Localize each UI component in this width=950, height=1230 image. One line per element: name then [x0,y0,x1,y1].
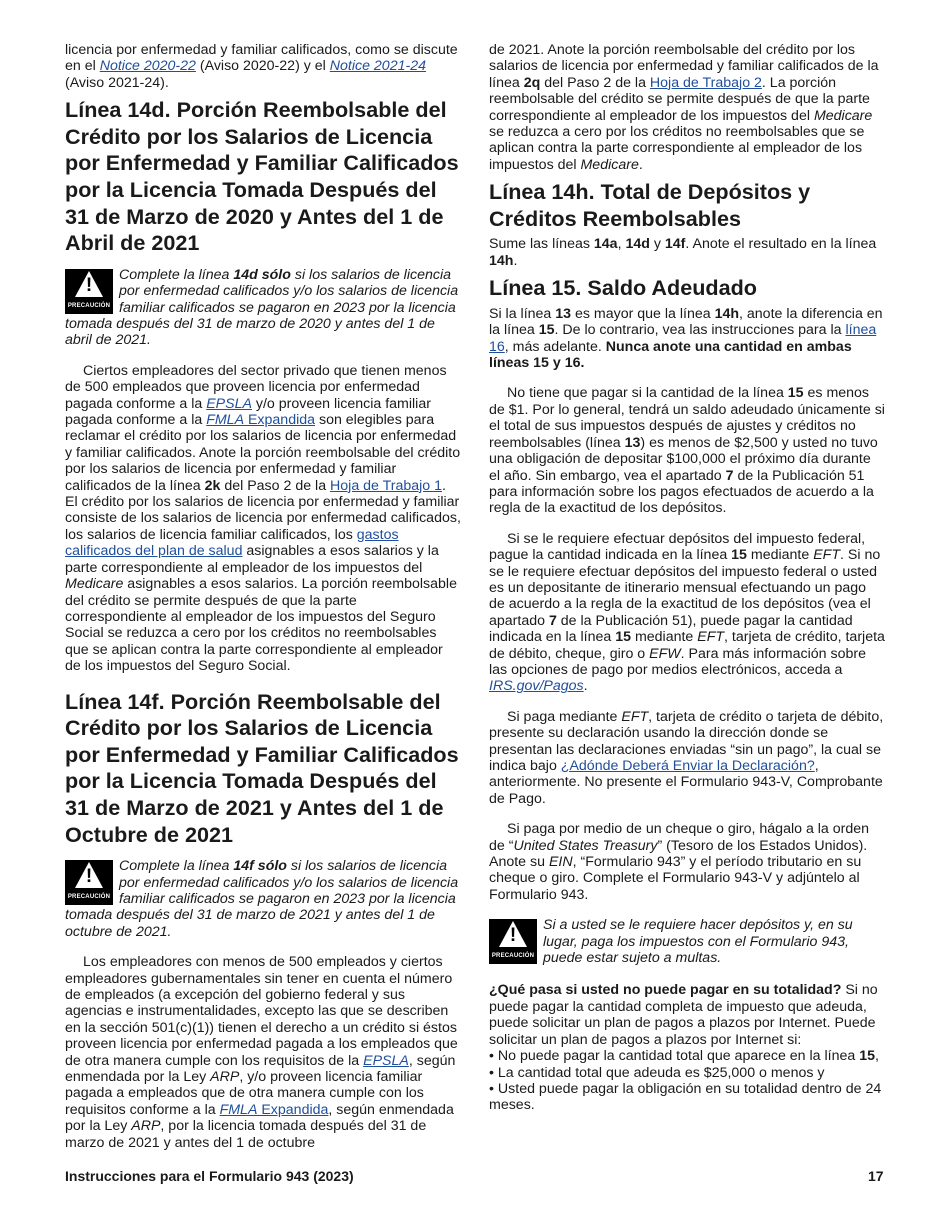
text: de 2021. Anote la porción reembolsable del crédito por los salarios de licencia por enfermedad y familiar calificados de la línea [489,42,879,91]
text-italic: ARP [210,1068,240,1085]
text: licencia por enfermedad y familiar calificados, como se discute en el [65,42,458,75]
text-bold: Nunca anote una cantidad en ambas líneas 15 y 16. [489,338,852,372]
text: mediante [631,629,698,646]
text: FMLA [219,1101,258,1118]
text-bold: 15 [538,322,555,339]
list-item [489,1065,885,1081]
text: No tiene que pagar si la cantidad de la línea [507,385,788,402]
text: , tarjeta de crédito o tarjeta de débito, presente su declaración usando la dirección donde se presentan las declaraciones enviadas “sin un pago”, la cual se indica bajo [489,708,884,774]
paragraph-15-intro [489,306,885,372]
text: es menos de $1. Por lo general, tendrá un saldo adeudado únicamente si el total de sus impuestos después de ajustes y créditos no reembolsables (línea [489,385,885,451]
text: y/o proveen licencia familiar pagada conforme a la [65,395,431,429]
adonde-enviar-link[interactable]: ¿Adónde Deberá Enviar la Declaración? [560,758,815,774]
text: La cantidad total que adeuda es $25,000 o menos y [497,1064,825,1081]
text: , [874,1048,879,1065]
list-item [489,1081,885,1114]
text: , según enmendada por la Ley [65,1052,456,1085]
text: , anote la diferencia en la línea [489,305,883,339]
text: de la Publicación 51), puede pagar la cantidad indicada en la línea [489,612,853,646]
installment-conditions-list [489,1048,885,1114]
heading-line-14f: Línea 14f. Porción Reembolsable del Crédito por los Salarios de Licencia por Enfermedad y Familiar Calificados por la Licencia Tomada Después del 31 de Marzo de 2021 y Antes del 1 de Octubre de 2021 [65,688,459,847]
text: del Paso 2 de la [540,74,650,91]
caution-label: PRECAUCIÓN [67,894,111,901]
text-bold: 2q [523,74,541,91]
paragraph-less-than-1 [489,385,885,516]
text: del Paso 2 de la [220,477,331,494]
text: . La porción reembolsable del crédito se permite después de que la parte correspondiente al empleador de los impuestos del [489,74,870,124]
text: si los salarios de licencia por enfermedad calificados y/o los salarios de licencia familiar calificados se pagaron en 2023 por la licencia tomada después del 31 de marzo de 2021 y antes del 1 de octubre de 2021. [65,858,459,940]
text: FMLA [206,412,245,429]
text: No puede pagar la cantidad total que aparece en la línea [497,1048,860,1065]
text-italic: EFW [649,645,681,662]
left-column [65,42,461,1165]
text: , “Formulario 943” y el período tributario en su cheque o giro. Complete el Formulario 943-V y adjúntelo al Formulario 943. [489,854,862,903]
text: (Aviso 2020-22) y el [195,58,330,75]
intro-paragraph [65,42,461,91]
text: asignables a esos salarios y la parte correspondiente al empleador de los impuestos del [65,543,439,576]
text-bold: 7 [725,467,734,484]
text: de la Publicación 51 para información sobre los pagos efectuados de acuerdo a la regla de la exactitud de los depósitos. [489,467,874,517]
caution-icon: ! PRECAUCIÓN [65,860,113,905]
page-number: 17 [868,1168,884,1184]
text: ” (Tesoro de los Estados Unidos). Anote su [489,837,868,871]
text-italic: Medicare [580,156,639,173]
text-bold: 14h [489,252,514,269]
right-column [489,42,885,1114]
text: , según enmendada por la Ley [65,1101,454,1135]
text-bold: 14h [714,305,740,322]
caution-note-penalties [489,917,885,966]
caution-icon: ! PRECAUCIÓN [489,919,537,964]
caution-label: PRECAUCIÓN [67,302,111,309]
heading-line-14d: Línea 14d. Porción Reembolsable del Crédito por los Salarios de Licencia por Enfermedad y Familiar Calificados por la Licencia Tomada Después del 31 de Marzo de 2020 y Antes del 1 de Abril de 2021 [65,97,459,256]
gastos-calificados-link[interactable]: gastos calificados del plan de salud [65,526,399,560]
epsla-link[interactable]: EPSLA [363,1052,409,1069]
text: . De lo contrario, vea las instrucciones para la [554,322,846,339]
text: Expandida [244,412,316,429]
text: ) es menos de $2,500 y usted no tuvo una obligación de depositar $100,000 el próximo día durante el año. Sin embargo, vea el apartado [489,434,878,484]
text: Si no puede pagar la cantidad completa de impuesto que adeuda, puede solicitar un plan de pagos a plazos por Internet. Puede solicitar un plan de pagos a plazos por Internet si: [489,982,878,1048]
text-bold: 15 [859,1048,875,1065]
bullet: • [489,1048,494,1065]
text: asignables a esos salarios. La porción reembolsable del crédito se permite después de que la parte correspondiente al empleador de los impuestos del Seguro Social se reduzca a cero por los créditos no reembolsables que se aplican contra la parte correspondiente al empleador de los impuestos del Seguro Social. [65,576,457,675]
text: Complete la línea [119,858,234,875]
text: y [649,236,665,253]
linea-16-link[interactable]: línea 16 [489,322,877,355]
text: . [513,252,518,269]
heading-line-15: Línea 15. Saldo Adeudado [489,275,757,301]
text: . El crédito por los salarios de licencia por enfermedad y familiar consiste de los salarios de licencia por enfermedad calificados, los salarios de licencia familiar calificados, los [65,477,461,543]
text-bold: 14f [664,236,686,253]
epsla-link[interactable]: EPSLA [206,395,252,412]
text-italic: ARP [131,1118,161,1135]
fmla-expandida-link[interactable] [220,1102,329,1118]
paragraph-card-payment [489,709,885,807]
text: Complete la línea [119,266,234,283]
caution-note-14f [65,858,461,940]
text-italic: EIN [548,854,573,871]
paragraph-14f-continued [489,42,885,173]
text: , más adelante. [504,338,606,355]
text: Si se le requiere efectuar depósitos del impuesto federal, pague la cantidad indicada en la línea [489,530,866,564]
text: se reduzca a cero por los créditos no reembolsables que se aplican contra la parte correspondiente al empleador de los impuestos del [489,124,865,173]
text-italic: Medicare [813,107,873,124]
text: . Anote el resultado en la línea [685,236,877,253]
text-bold: 13 [555,305,572,322]
caution-label: PRECAUCIÓN [491,953,535,960]
text-bold: 15 [787,385,804,402]
paragraph-installment [489,982,885,1048]
text: Si la línea [489,305,556,322]
text: si los salarios de licencia por enfermedad calificados y/o los salarios de licencia familiar calificados se pagaron en 2023 por la licencia tomada después del 31 de marzo de 2020 y antes del 1 de abril de 2021. [65,266,459,349]
hoja-de-trabajo-2-link[interactable]: Hoja de Trabajo 2 [649,74,762,91]
text-bold: 14a [593,236,618,253]
text-bold: 14d [625,236,650,253]
text: , [617,236,626,253]
notice-2021-24-link[interactable]: Notice 2021-24 [329,58,426,75]
irs-gov-pagos-link[interactable]: IRS.gov/Pagos [489,678,584,695]
text: . Si no se le requiere efectuar depósitos del impuesto federal o usted es un depositante de itinerario mensual efectuando un pago de acuerdo a la regla de la exactitud de los depósitos (vea el apartado [489,547,881,629]
text: Usted puede pagar la obligación en su totalidad dentro de 24 meses. [489,1080,882,1114]
text: , y/o proveen licencia familiar pagada a empleados que de otra manera cumple con los requisitos conforme a la [65,1068,424,1118]
notice-2020-22-link[interactable]: Notice 2020-22 [99,58,196,75]
paragraph-eft-payment [489,531,885,695]
text-bold: 13 [624,434,641,451]
paragraph-14d-body [65,363,461,675]
fmla-expandida-link[interactable] [206,412,315,428]
text: mediante [746,547,814,564]
paragraph-14h-body [489,236,885,269]
text: , por la licencia tomada después del 31 de marzo de 2021 y antes del 1 de octubre [65,1118,427,1151]
text: . [583,678,588,695]
list-item [489,1048,885,1064]
text: Sume las líneas [489,236,594,253]
text-italic: United States Treasury [513,837,658,854]
text: Ciertos empleadores del sector privado que tienen menos de 500 empleados que proveen licencia por enfermedad pagada conforme a la [65,362,447,412]
text: , anteriormente. No presente el Formulario 943-V, Comprobante de Pago. [489,758,883,807]
text: Si paga mediante [507,708,622,725]
paragraph-check-payment [489,821,885,903]
hoja-de-trabajo-1-link[interactable]: Hoja de Trabajo 1 [330,477,443,494]
paragraph-14f-body [65,954,461,1151]
text-italic: EFT [813,547,840,564]
text: son elegibles para reclamar el crédito por los salarios de licencia por enfermedad y familiar calificados. Anote la porción reembolsable del crédito por los salarios de licencia por enfermedad y familiar calificados de la línea [65,412,461,494]
text-bold: 15 [731,547,747,564]
footer-title: Instrucciones para el Formulario 943 (2023) [65,1168,354,1184]
text-italic: Medicare [65,576,124,593]
text-bold: 2k [204,477,221,494]
text: Si a usted se le requiere hacer depósitos y, en su lugar, paga los impuestos con el Formulario 943, puede estar sujeto a multas. [543,917,853,967]
text: , tarjeta de crédito, tarjeta de débito, cheque, giro o [489,629,885,662]
text: . [638,156,643,173]
text: Expandida [257,1101,329,1118]
text-italic: EFT [697,629,725,646]
text: (Aviso 2021-24). [65,74,169,91]
text: es mayor que la línea [571,305,715,322]
caution-note-14d [65,267,461,349]
bullet: • [489,1064,494,1081]
text-italic: EFT [621,708,649,725]
bullet: • [489,1080,494,1097]
text: Si paga por medio de un cheque o giro, hágalo a la orden de “ [489,821,870,854]
heading-line-14h: Línea 14h. Total de Depósitos y Créditos Reembolsables [489,179,811,231]
text: Los empleadores con menos de 500 empleados y ciertos empleadores gubernamentales sin tener en cuenta el número de empleados (a excepción del gobierno federal y sus agencias e instrumentalidades, excepto las que se describen en la sección 501(c)(1)) tienen el derecho a un crédito si éstos proveen licencia por enfermedad pagada a los empleados que de otra manera cumple con los requisitos de la [65,954,458,1069]
text: . Para más información sobre las opciones de pago por medios electrónicos, acceda a [489,645,866,678]
text-bold: 14d sólo [233,266,291,283]
text-bold: 7 [548,612,557,629]
caution-icon: ! PRECAUCIÓN [65,269,113,314]
text-bold: ¿Qué pasa si usted no puede pagar en su totalidad? [489,982,842,999]
text-bold: 14f sólo [233,858,287,875]
text-bold: 15 [615,629,631,646]
